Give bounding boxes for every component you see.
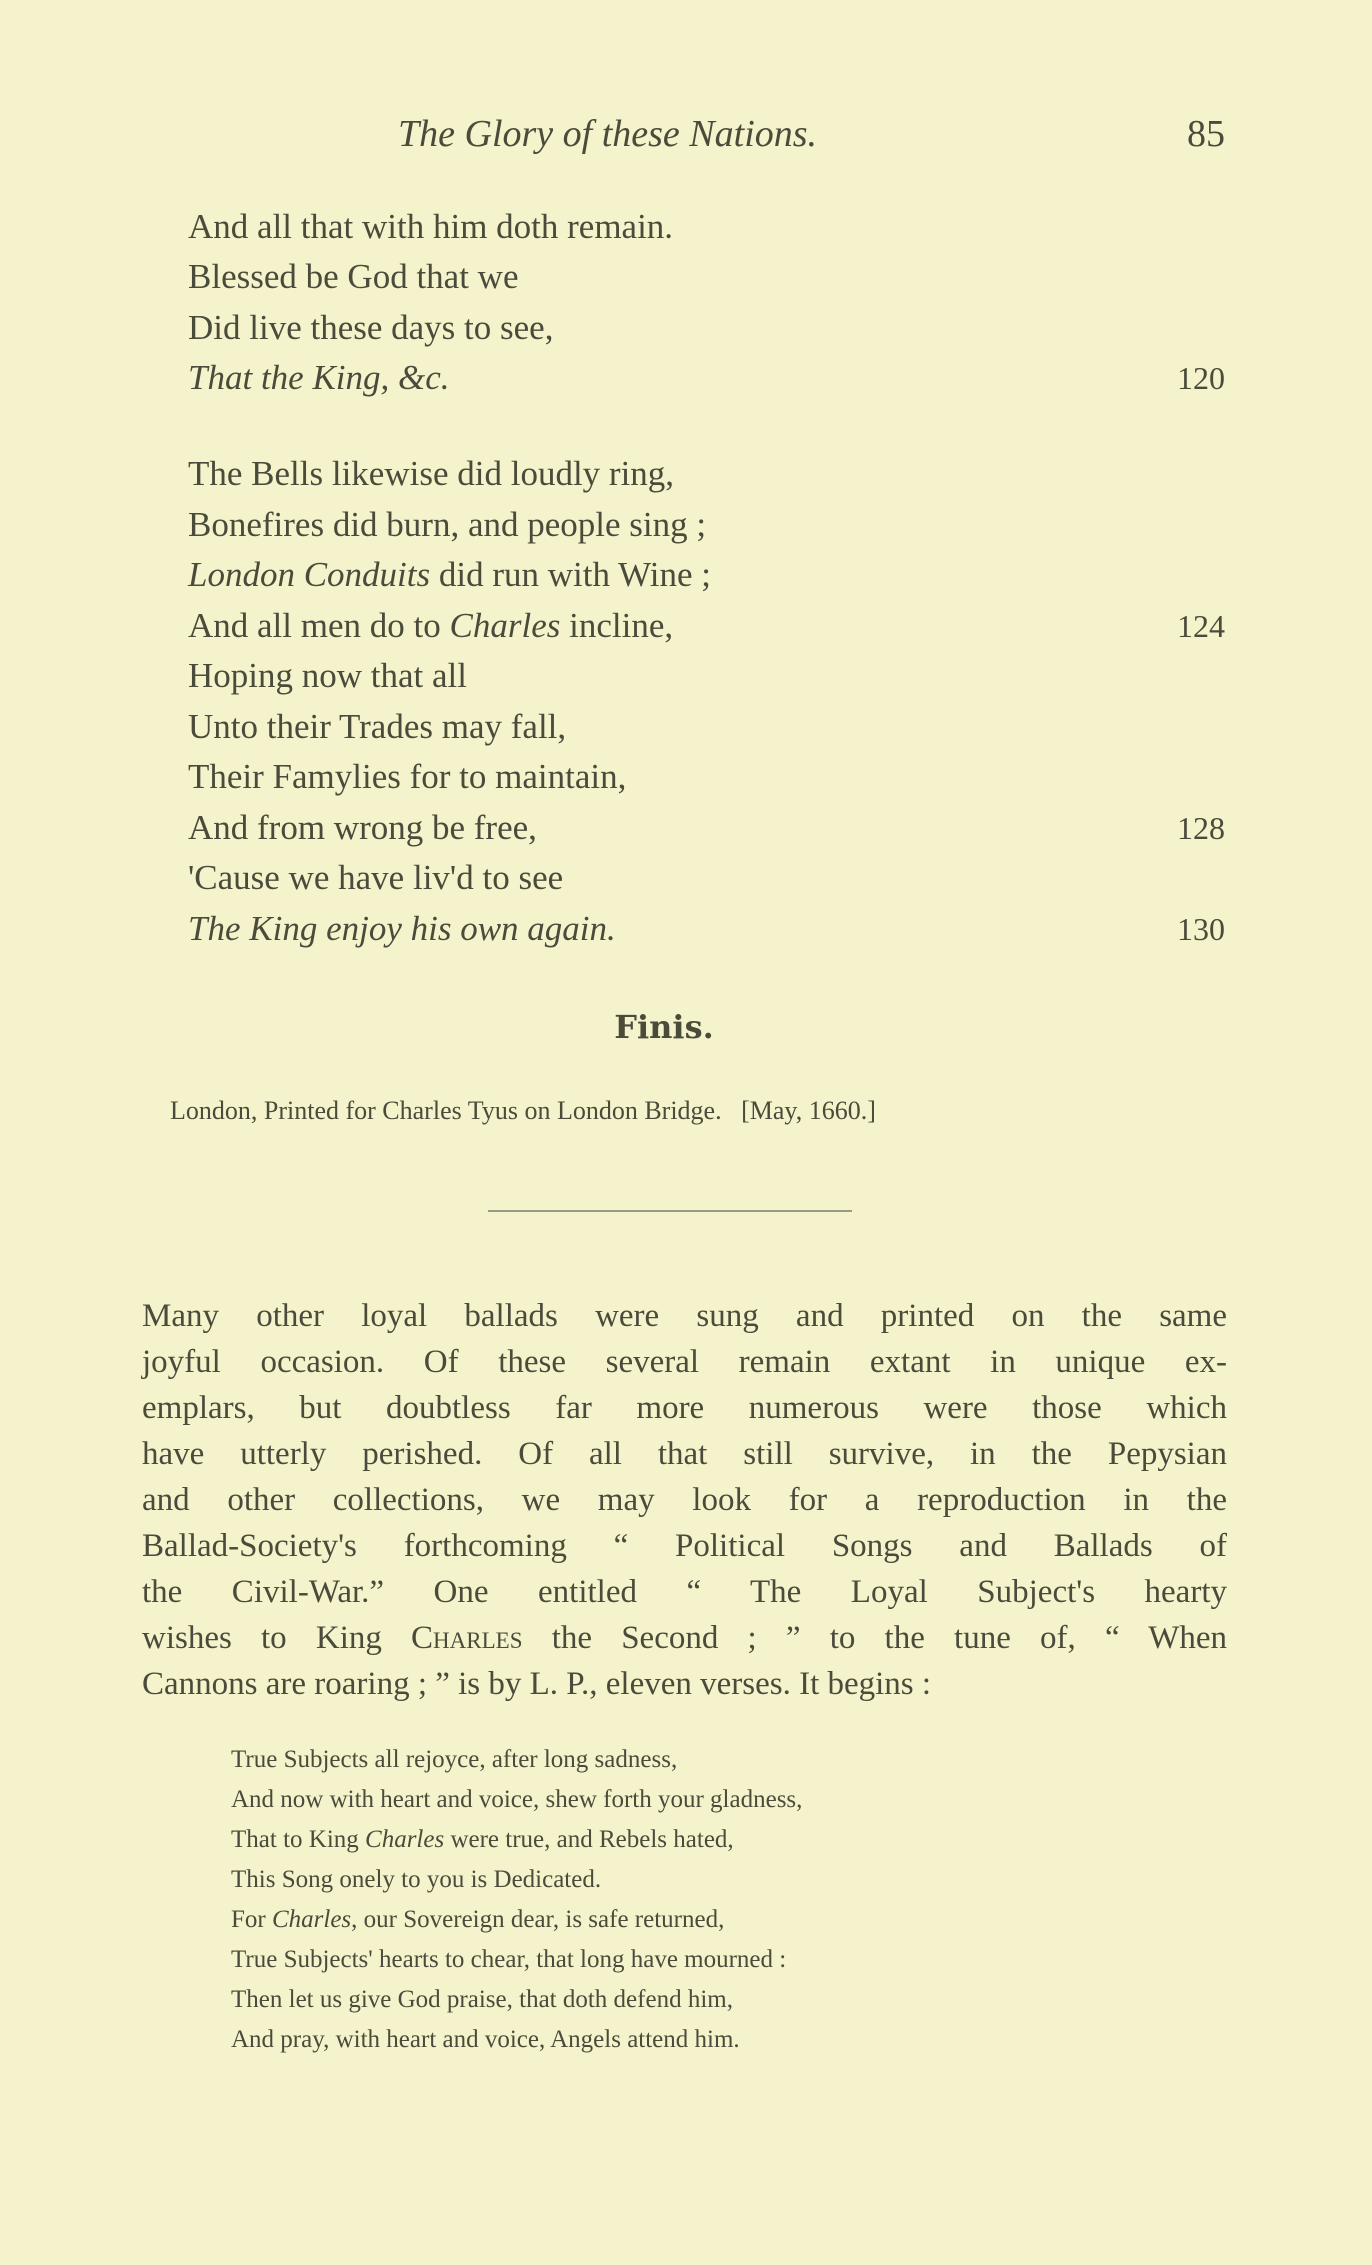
verse-line <box>188 550 711 600</box>
text: were true, and Rebels hated, <box>444 1826 734 1853</box>
italic-text: Charles <box>271 1906 352 1933</box>
small-caps-text: Charles <box>411 1620 523 1656</box>
quoted-verse-line: This Song onely to you is Dedicated. <box>231 1866 602 1893</box>
paragraph-line: the Civil-War.” One entitled “ The Loyal Subject's hearty <box>142 1574 1227 1610</box>
quoted-verse-line: Then let us give God praise, that doth defend him, <box>231 1986 733 2013</box>
text: the Second ; ” to the tune of, “ When <box>522 1620 1227 1656</box>
paragraph-line <box>142 1615 1227 1661</box>
verse-line: Bonefires did burn, and people sing ; <box>188 505 707 544</box>
verse-line: Did live these days to see, <box>188 308 554 347</box>
verse-line: 'Cause we have liv'd to see <box>188 858 564 897</box>
text: incline, <box>560 606 674 645</box>
running-title: The Glory of these Nations. <box>398 113 818 155</box>
paragraph-line: and other collections, we may look for a reproduction in the <box>142 1482 1227 1518</box>
quoted-verse-line <box>231 1900 724 1940</box>
quoted-verse-line <box>231 1820 734 1860</box>
text: And all men do to <box>188 606 450 645</box>
verse-line: Hoping now that all <box>188 656 467 695</box>
quoted-verse-line: And now with heart and voice, shew forth your gladness, <box>231 1786 803 1813</box>
finis-heading: Finis. <box>614 1008 714 1046</box>
verse-line: And from wrong be free, <box>188 808 537 847</box>
verse-line: And all that with him doth remain. <box>188 207 674 246</box>
verse-line: Their Famylies for to maintain, <box>188 757 627 796</box>
line-number: 130 <box>1177 911 1225 947</box>
section-divider <box>488 1210 852 1212</box>
verse-line: That the King, &c. <box>188 358 450 397</box>
paragraph-line: Ballad-Society's forthcoming “ Political Songs and Ballads of <box>142 1528 1227 1564</box>
italic-text: Charles <box>365 1826 445 1853</box>
page-number: 85 <box>1187 113 1225 155</box>
text: For <box>231 1906 272 1933</box>
quoted-verse-line: True Subjects all rejoyce, after long sadness, <box>231 1746 678 1773</box>
text: wishes to King <box>142 1620 412 1656</box>
imprint: London, Printed for Charles Tyus on London Bridge. [May, 1660.] <box>170 1096 876 1125</box>
italic-text: London Conduits <box>188 555 431 594</box>
verse-line: The Bells likewise did loudly ring, <box>188 454 675 493</box>
paragraph-line: Cannons are roaring ; ” is by L. P., eleven verses. It begins : <box>142 1666 932 1702</box>
line-number: 128 <box>1177 810 1225 846</box>
quoted-verse-line: True Subjects' hearts to chear, that long have mourned : <box>231 1946 787 1973</box>
quoted-verse-line: And pray, with heart and voice, Angels attend him. <box>231 2026 740 2053</box>
line-number: 120 <box>1177 360 1225 396</box>
italic-text: Charles <box>449 606 561 645</box>
verse-line: Blessed be God that we <box>188 257 519 296</box>
paragraph-line: have utterly perished. Of all that still survive, in the Pepysian <box>142 1436 1227 1472</box>
paragraph-line: Many other loyal ballads were sung and printed on the same <box>142 1298 1227 1334</box>
text: , our Sovereign dear, is safe returned, <box>351 1906 725 1933</box>
text: did run with Wine ; <box>430 555 711 594</box>
paragraph-line: joyful occasion. Of these several remain extant in unique ex- <box>142 1344 1227 1380</box>
text: That to King <box>231 1826 366 1853</box>
verse-line: The King enjoy his own again. <box>188 909 616 948</box>
verse-line: Unto their Trades may fall, <box>188 707 567 746</box>
line-number: 124 <box>1177 608 1225 644</box>
verse-line <box>188 601 673 651</box>
paragraph-line: emplars, but doubtless far more numerous were those which <box>142 1390 1227 1426</box>
